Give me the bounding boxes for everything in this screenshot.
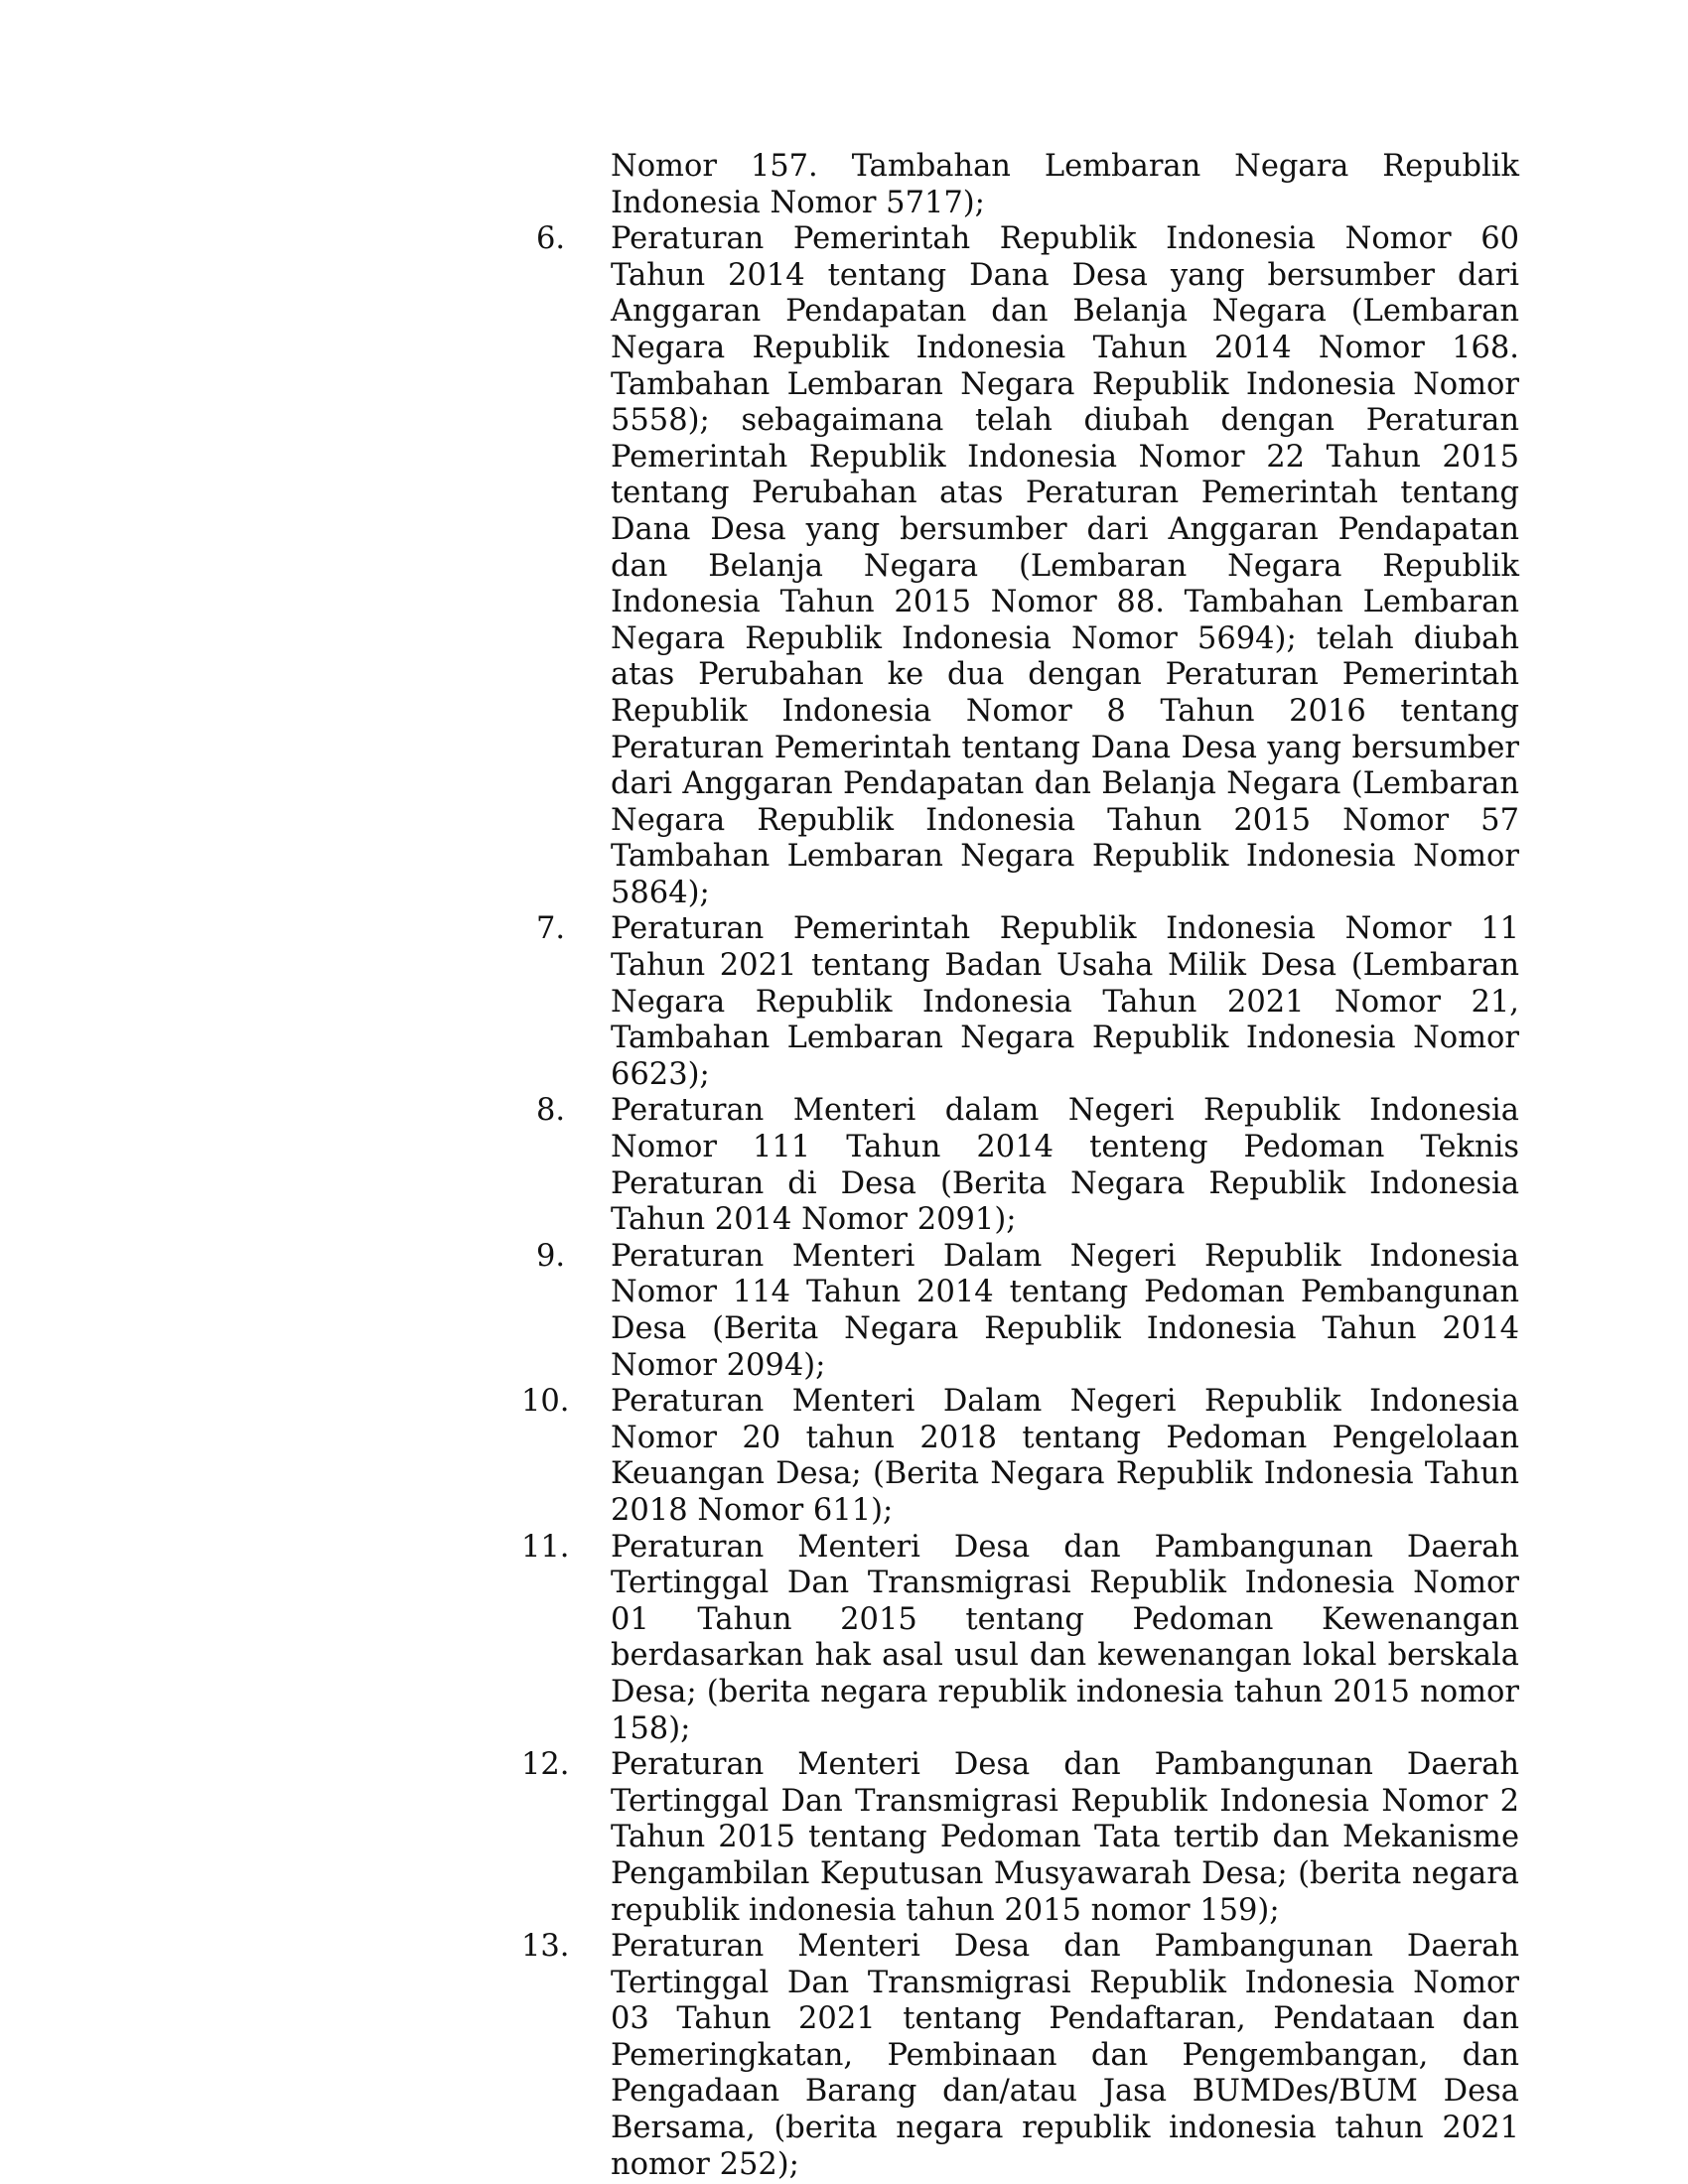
list-item bbox=[536, 911, 1519, 1093]
list-item-continuation bbox=[536, 149, 1519, 221]
item-text: Peraturan Menteri Dalam Negeri Republik Indonesia Nomor 114 Tahun 2014 tentang Pedoman Pembangunan Desa (Berita Negara Republik Indonesia Tahun 2014 Nomor 2094); bbox=[611, 1238, 1519, 1383]
item-number: 8. bbox=[536, 1093, 566, 1129]
item-number: 10. bbox=[521, 1384, 570, 1420]
item-number: 7. bbox=[536, 911, 566, 947]
item-text: Peraturan Pemerintah Republik Indonesia Nomor 11 Tahun 2021 tentang Badan Usaha Milik Desa (Lembaran Negara Republik Indonesia Tahun 2021 Nomor 21, Tambahan Lembaran Negara Republik Indonesia Nomor 6623); bbox=[611, 911, 1519, 1092]
item-number: 6. bbox=[536, 221, 566, 257]
item-text: Peraturan Menteri Dalam Negeri Republik Indonesia Nomor 20 tahun 2018 tentang Pedoman Pengelolaan Keuangan Desa; (Berita Negara Republik Indonesia Tahun 2018 Nomor 611); bbox=[611, 1384, 1519, 1528]
list-item bbox=[521, 1929, 1519, 2183]
item-text: Peraturan Menteri Desa dan Pambangunan Daerah Tertinggal Dan Transmigrasi Republik Indonesia Nomor 2 Tahun 2015 tentang Pedoman Tata tertib dan Mekanisme Pengambilan Keputusan Musyawarah Desa; (berita negara republik indonesia tahun 2015 nomor 159); bbox=[611, 1747, 1519, 1928]
item-number: 12. bbox=[521, 1747, 570, 1783]
item-text: Peraturan Menteri dalam Negeri Republik Indonesia Nomor 111 Tahun 2014 tenteng Pedoman Teknis Peraturan di Desa (Berita Negara Republik Indonesia Tahun 2014 Nomor 2091); bbox=[611, 1093, 1519, 1238]
item-number: 9. bbox=[536, 1238, 566, 1274]
list-item bbox=[521, 1384, 1519, 1529]
item-text: Peraturan Pemerintah Republik Indonesia Nomor 60 Tahun 2014 tentang Dana Desa yang bersumber dari Anggaran Pendapatan dan Belanja Negara (Lembaran Negara Republik Indonesia Tahun 2014 Nomor 168. Tambahan Lembaran Negara Republik Indonesia Nomor 5558); sebagaimana telah diubah dengan Peraturan Pemerintah Republik Indonesia Nomor 22 Tahun 2015 tentang Perubahan atas Peraturan Pemerintah tentang Dana Desa yang bersumber dari Anggaran Pendapatan dan Belanja Negara (Lembaran Negara Republik Indonesia Tahun 2015 Nomor 88. Tambahan Lembaran Negara Republik Indonesia Nomor 5694); telah diubah atas Perubahan ke dua dengan Peraturan Pemerintah Republik Indonesia Nomor 8 Tahun 2016 tentang Peraturan Pemerintah tentang Dana Desa yang bersumber dari Anggaran Pendapatan dan Belanja Negara (Lembaran Negara Republik Indonesia Tahun 2015 Nomor 57 Tambahan Lembaran Negara Republik Indonesia Nomor 5864); bbox=[611, 221, 1519, 910]
item-number: 11. bbox=[521, 1529, 570, 1565]
item-text: Peraturan Menteri Desa dan Pambangunan Daerah Tertinggal Dan Transmigrasi Republik Indonesia Nomor 01 Tahun 2015 tentang Pedoman Kewenangan berdasarkan hak asal usul dan kewenangan lokal berskala Desa; (berita negara republik indonesia tahun 2015 nomor 158); bbox=[611, 1529, 1519, 1746]
list-item bbox=[536, 221, 1519, 911]
item-text: Peraturan Menteri Desa dan Pambangunan Daerah Tertinggal Dan Transmigrasi Republik Indonesia Nomor 03 Tahun 2021 tentang Pendaftaran, Pendataan dan Pemeringkatan, Pembinaan dan Pengembangan, dan Pengadaan Barang dan/atau Jasa BUMDes/BUM Desa Bersama, (berita negara republik indonesia tahun 2021 nomor 252); bbox=[611, 1929, 1519, 2182]
list-item bbox=[521, 1529, 1519, 1748]
list-item bbox=[521, 1747, 1519, 1929]
item-number: 13. bbox=[521, 1929, 570, 1965]
list-item bbox=[536, 1239, 1519, 1384]
regulation-list bbox=[521, 149, 1519, 2183]
list-item bbox=[536, 1093, 1519, 1238]
item-text: Nomor 157. Tambahan Lembaran Negara Republik Indonesia Nomor 5717); bbox=[611, 149, 1519, 220]
